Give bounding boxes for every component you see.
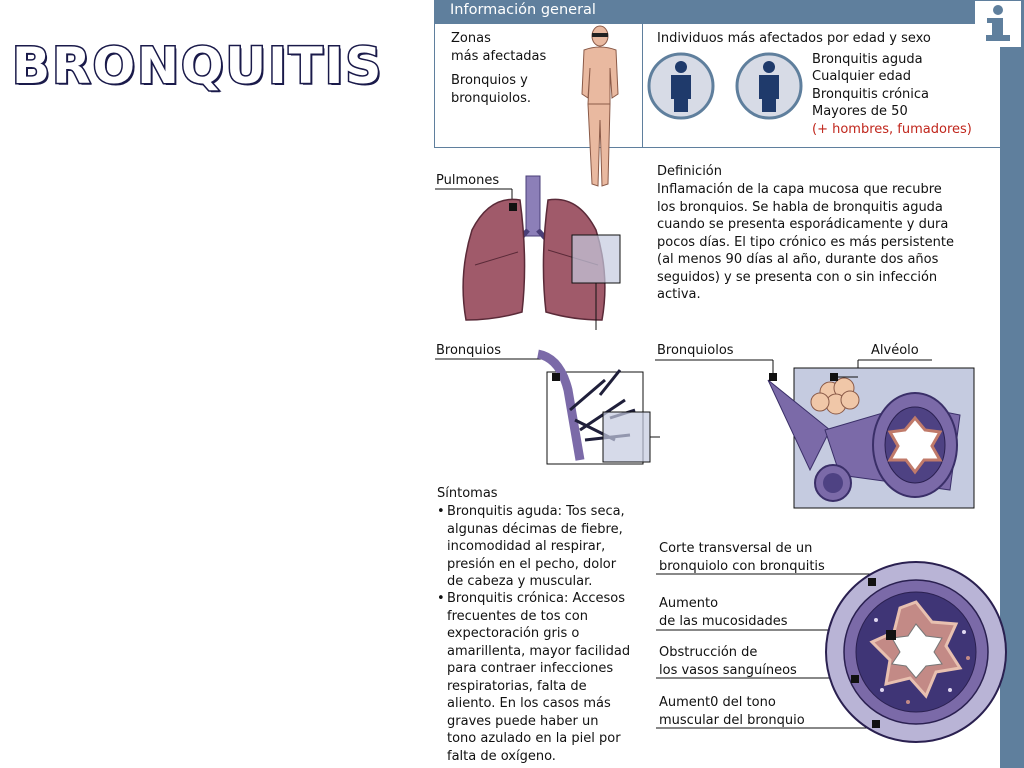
- zonas-label: Zonas más afectadas: [451, 31, 547, 64]
- page-title: BRONQUITIS: [12, 37, 384, 95]
- bronchi-illustration: [430, 340, 660, 470]
- sintomas-heading: Síntomas: [437, 486, 498, 501]
- aguda-label: Bronquitis aguda: [812, 52, 923, 67]
- alveolo-label: Alvéolo: [871, 343, 919, 358]
- bronquiolos-label: Bronquiolos: [657, 343, 734, 358]
- cronica-label: Bronquitis crónica: [812, 87, 930, 102]
- corte-heading: Corte transversal de un bronquiolo con bronquitis: [659, 541, 825, 574]
- bronchiole-illustration: [650, 340, 1000, 510]
- mucosidades-label: Aumento de las mucosidades: [659, 596, 788, 629]
- person-icon: [572, 24, 628, 192]
- sintomas-cronica: Bronquitis crónica: Accesos frecuentes de tos con expectoración gris o amarillenta, mayor facilidad para contraer infecciones respiratorias, falta de aliento. En los casos más graves puede haber un tono azulado en la piel por falta de oxígeno.: [447, 591, 631, 764]
- definicion-heading: Definición: [657, 164, 722, 179]
- info-header-title: Información general: [450, 2, 596, 18]
- definicion-text: Inflamación de la capa mucosa que recubre los bronquios. Se habla de bronquitis aguda cuando se presenta esporádicamente y dura pocos días. El tipo crónico es más persistente (al menos 90 días al año, durante dos años seguidos) y se presenta con o sin infección activa.: [657, 182, 954, 302]
- sintomas-aguda: Bronquitis aguda: Tos seca, algunas décimas de fiebre, incomodidad al respirar, presión en el pecho, dolor de cabeza y muscular.: [447, 504, 625, 589]
- tono-label: Aument0 del tono muscular del bronquio: [659, 695, 805, 728]
- lungs-illustration: [430, 170, 640, 330]
- cronica-note: (+ hombres, fumadores): [812, 122, 972, 137]
- cronica-value: Mayores de 50: [812, 104, 908, 119]
- sintomas-bullet-2: •: [437, 591, 445, 606]
- demographic-figures: [646, 50, 806, 122]
- info-panel-divider: [642, 24, 643, 148]
- pulmones-label: Pulmones: [436, 173, 500, 188]
- individuos-label: Individuos más afectados por edad y sexo: [657, 31, 931, 46]
- bronquios-label: Bronquios: [436, 343, 501, 358]
- obstruccion-label: Obstrucción de los vasos sanguíneos: [659, 645, 797, 678]
- zonas-value: Bronquios y bronquiolos.: [451, 73, 532, 106]
- aguda-value: Cualquier edad: [812, 69, 911, 84]
- sintomas-bullet-1: •: [437, 504, 445, 519]
- cross-section-illustration: [650, 560, 1010, 768]
